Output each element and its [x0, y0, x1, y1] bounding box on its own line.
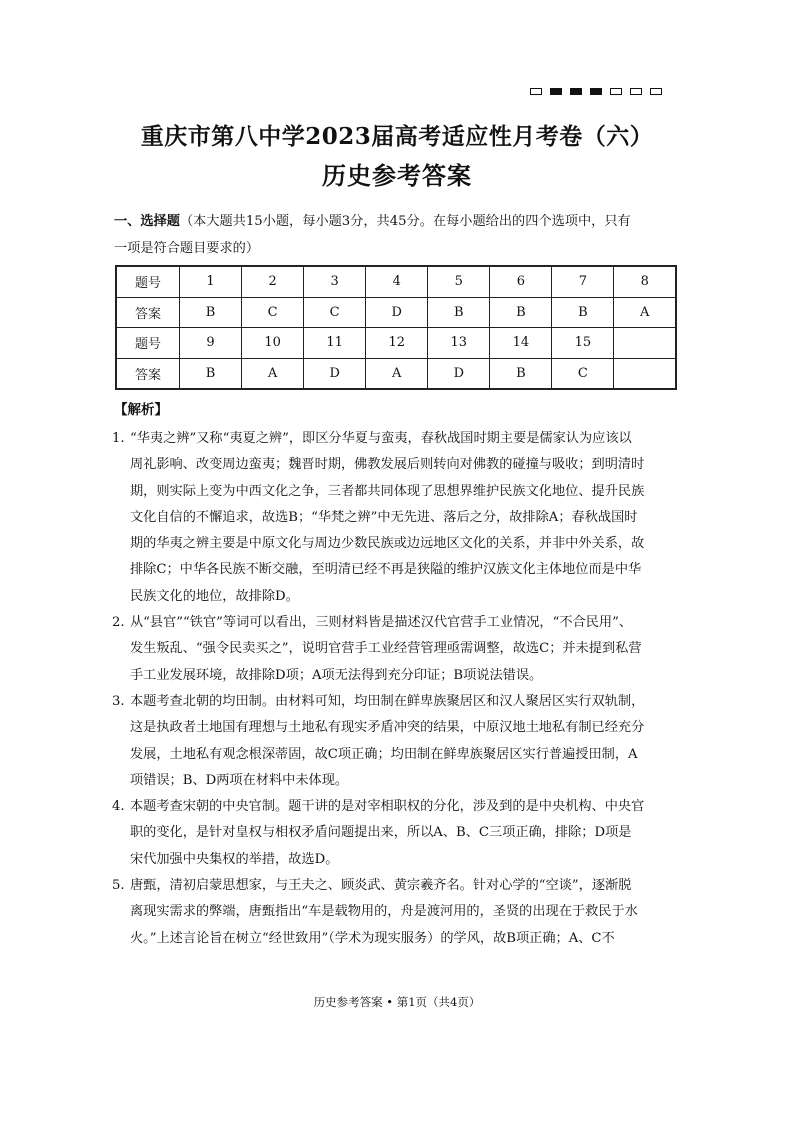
table-cell [614, 328, 676, 359]
item-text-line: 民族文化的地位，故排除D。 [130, 588, 299, 604]
item-text-line: 发展，土地私有观念根深蒂固，故C项正确；均田制在鲜卑族聚居区实行普遍授田制，A [130, 746, 638, 762]
table-cell: B [180, 297, 242, 328]
item-text-line: 本题考查宋朝的中央官制。题干讲的是对宰相职权的分化，涉及到的是中央机构、中央官 [130, 799, 645, 815]
analysis-list [112, 426, 682, 952]
item-text-line: 手工业发展环境，故排除D项；A项无法得到充分印证；B项说法错误。 [130, 667, 543, 683]
table-cell: B [490, 358, 552, 389]
table-cell: D [366, 297, 428, 328]
table-cell: 5 [428, 266, 490, 297]
table-row [116, 297, 676, 328]
analysis-item [112, 794, 682, 873]
item-text-line: 火。”上述言论旨在树立“经世致用”（学术为现实服务）的学风，故B项正确；A、C不 [130, 930, 615, 946]
header-mark [610, 88, 622, 95]
header-marks [530, 88, 662, 95]
table-cell: B [428, 297, 490, 328]
table-row [116, 328, 676, 359]
item-text-line: 唐甄，清初启蒙思想家，与王夫之、顾炎武、黄宗羲齐名。针对心学的“空谈”，逐渐脱 [130, 878, 632, 894]
header-mark [650, 88, 662, 95]
row-header-cell: 题号 [116, 328, 180, 359]
item-text-line: 周礼影响、改变周边蛮夷；魏晋时期，佛教发展后则转向对佛教的碰撞与吸收；到明清时 [130, 457, 645, 473]
row-header-cell: 答案 [116, 297, 180, 328]
table-cell: C [242, 297, 304, 328]
section-1-heading: 一、选择题 [114, 214, 180, 229]
section-1-desc-line1: （本大题共15小题，每小题3分，共45分。在每小题给出的四个选项中，只有 [179, 214, 631, 229]
item-text-line: 宋代加强中央集权的举措，故选D。 [130, 851, 339, 867]
table-cell: 13 [428, 328, 490, 359]
table-cell: A [614, 297, 676, 328]
section-1-desc-line2: 一项是符合题目要求的） [114, 241, 260, 256]
item-number: 2. [112, 615, 125, 631]
item-number: 1. [112, 431, 125, 446]
header-mark [530, 88, 542, 95]
table-cell: 9 [180, 328, 242, 359]
table-cell: 12 [366, 328, 428, 359]
item-number: 3. [112, 693, 125, 709]
answer-title: 历史参考答案 [322, 161, 472, 190]
table-cell: 10 [242, 328, 304, 359]
analysis-item [112, 610, 682, 689]
table-cell: C [552, 358, 614, 389]
item-text-line: 发生叛乱、“强令民卖买之”，说明官营手工业经营管理亟需调整，故选C；并未提到私营 [130, 641, 642, 657]
item-text-line: 排除C；中华各民族不断交融，至明清已经不再是狭隘的维护汉族文化主体地位而是中华 [130, 562, 642, 578]
table-cell: B [490, 297, 552, 328]
table-cell: B [180, 358, 242, 389]
table-cell: A [242, 358, 304, 389]
item-number: 4. [112, 799, 125, 815]
header-mark [630, 88, 642, 95]
table-cell: 1 [180, 266, 242, 297]
page-footer: 历史参考答案 • 第1页（共4页） [313, 995, 481, 1009]
item-text-line: 项错误；B、D两项在材料中未体现。 [130, 772, 349, 788]
table-cell: 11 [304, 328, 366, 359]
item-text-line: 从“县官”“铁官”等词可以看出，三则材料皆是描述汉代官营手工业情况，“不合民用”、 [130, 615, 633, 631]
item-text-line: 期，则实际上变为中西文化之争，三者都共同体现了思想界维护民族文化地位、提升民族 [130, 483, 645, 499]
header-mark [550, 88, 562, 95]
analysis-item [112, 873, 682, 952]
table-cell: A [366, 358, 428, 389]
row-header-cell: 答案 [116, 358, 180, 389]
table-cell: D [304, 358, 366, 389]
table-cell: D [428, 358, 490, 389]
header-mark [570, 88, 582, 95]
item-number: 5. [112, 878, 125, 894]
table-cell: C [304, 297, 366, 328]
item-text-line: 职的变化，是针对皇权与相权矛盾问题提出来，所以A、B、C三项正确，排除；D项是 [130, 825, 632, 841]
item-text-line: 本题考查北朝的均田制。由材料可知，均田制在鲜卑族聚居区和汉人聚居区实行双轨制， [130, 693, 645, 709]
table-row [116, 266, 676, 297]
table-cell: B [552, 297, 614, 328]
item-text-line: 文化自信的不懈追求，故选B；“华梵之辨”中无先进、落后之分，故排除A；春秋战国时 [130, 509, 638, 525]
analysis-heading: 【解析】 [114, 402, 168, 418]
section-1-instructions [114, 208, 680, 262]
table-cell [614, 358, 676, 389]
item-text-line: 期的华夷之辨主要是中原文化与周边少数民族或边远地区文化的关系，并非中外关系，故 [130, 536, 645, 552]
table-cell: 15 [552, 328, 614, 359]
table-cell: 8 [614, 266, 676, 297]
item-text-line: “华夷之辨”又称“夷夏之辨”，即区分华夏与蛮夷，春秋战国时期主要是儒家认为应该以 [130, 431, 632, 446]
table-cell: 4 [366, 266, 428, 297]
row-header-cell: 题号 [116, 266, 180, 297]
table-cell: 3 [304, 266, 366, 297]
analysis-item [112, 426, 682, 610]
item-text-line: 离现实需求的弊端，唐甄指出“车是载物用的，舟是渡河用的，圣贤的出现在于救民于水 [130, 904, 638, 920]
header-mark [590, 88, 602, 95]
table-cell: 6 [490, 266, 552, 297]
table-cell: 2 [242, 266, 304, 297]
analysis-item [112, 689, 682, 794]
table-row [116, 358, 676, 389]
table-cell: 14 [490, 328, 552, 359]
answer-table [115, 265, 677, 390]
exam-title: 重庆市第八中学2023届高考适应性月考卷（六） [140, 123, 654, 150]
table-cell: 7 [552, 266, 614, 297]
item-text-line: 这是执政者土地国有理想与土地私有现实矛盾冲突的结果，中原汉地土地私有制已经充分 [130, 720, 645, 736]
